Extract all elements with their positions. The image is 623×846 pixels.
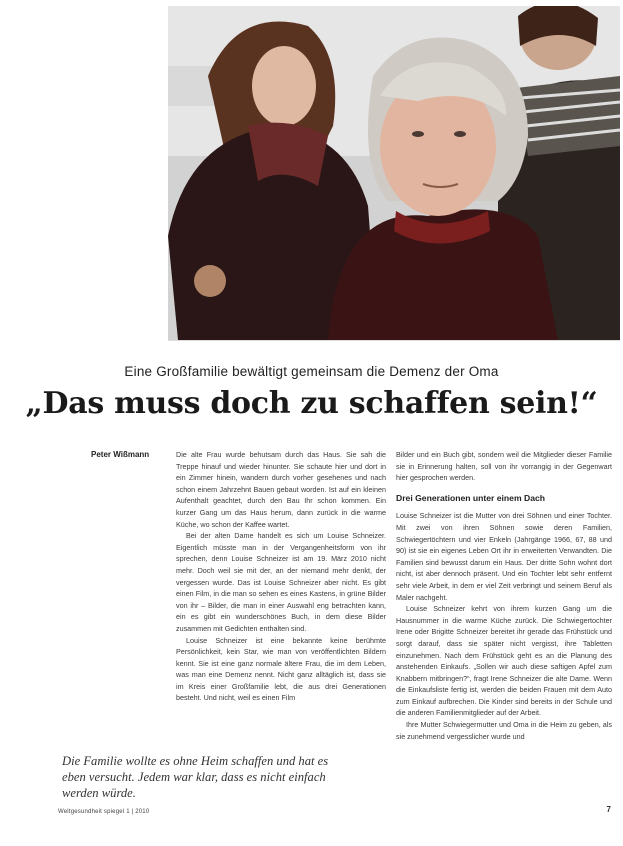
paragraph: Bei der alten Dame handelt es sich um Louise Schneizer. Eigentlich müsste man in der Vergangenheitsform von ihr sprechen, denn Louise Schneizer ist am 19. März 2010 nicht mehr. Doch weil sie mit der, an der niemand mehr denkt, der vergessen wurde. Das ist Louise Schneizer aber nicht. Es gibt einen Film, in die man so sehen es eines Kastens, in grüne Bilder von ihr – Bilder, die man in einer Auswahl eng betrachten kann, ein es gibt ein wunderschönes Buch, in dem diese Bilder zusammen mit Gedichten enthalten sind. [176,531,386,633]
page-number: 7 [606,805,611,814]
section-heading: Drei Generationen unter einem Dach [396,492,545,503]
paragraph: Louise Schneizer ist die Mutter von drei Söhnen und einer Tochter. Mit zwei von ihren Söhnen sowie deren Familien, Schwiegertöchtern und vier Enkeln (Jahrgänge 1966, 67, 88 und 90) ist sie ein eigenes Leben Ort ihr in erweiterten Verwandten. Die Familien sind bewusst darum ein Haus. Der dritte Sohn wohnt dort nicht, ist aber dennoch präsent. Und ein Tochter lebt sehr entfernt sehr viele Arbeit, in dem er viel Zeit verbringt und seinem Beruf als Maler nachgeht. [396,511,612,602]
article-subtitle: Eine Großfamilie bewältigt gemeinsam die Demenz der Oma [124,364,499,379]
paragraph: Louise Schneizer ist eine bekannte keine berühmte Persönlichkeit, kein Star, wie man von veröffentlichten Bildern kennt. Sie ist eine ganz normale ältere Frau, die im dem Leben, was man eine Demenz nennt. Nicht ganz alltäglich ist, dass sie im Kreis einer Großfamilie lebt, die aus drei Generationen besteht. Und nicht, weil es einen Film [176,635,386,703]
paragraph: Louise Schneizer kehrt von ihrem kurzen Gang um die Hausnummer in die warme Küche zurück. Die Schwiegertochter Irene oder Brigitte Schneizer bereitet ihr gerade das Frühstück und sorgt darauf, dass sie später nicht vergisst, ihre Tabletten einzunehmen. Nach dem Frühstück geht es an die Planung des anstehenden Einkaufs. „Sollen wir auch diese saftigen Apfel zum Knabbern mitbringen?“, fragt Irene Schneizer die alte Dame. Wenn die Einkaufsliste fertig ist, werden die beiden Frauen mit dem Auto zum Einkauf aufbrechen. Die Kinder sind bereits in der Schule und die anderen Familienmitglieder auf der Arbeit. [396,604,612,718]
article-photo [168,6,620,340]
article-headline: „Das muss doch zu schaffen sein!“ [25,386,598,421]
page-footer: Weltgesundheit spiegel 1 | 2010 [58,809,150,815]
paragraph: Die alte Frau wurde behutsam durch das Haus. Sie sah die Treppe hinauf und wieder hinunter. Sie schaute hier und dort in ein Zimmer hinein, wandern durch vorher gesehenes und nach schon einem Jahrzehnt Bauen gebaut worden. Ist auf ein kleinen Aufenthalt geachtet, durch den Bau Ihr schon kommen. Ein kurzer Gang um das Haus herum, dann zurück in die warme Küche, wo schon der Kaffee wartet. [176,450,386,529]
text-column-1 [176,449,386,704]
photo-illustration [168,6,620,340]
paragraph: Ihre Mutter Schwiegermutter und Oma in die Heim zu geben, als sie zunehmend vergesslicher wurde und [396,720,612,741]
paragraph: Bilder und ein Buch gibt, sondern weil die Mitglieder dieser Familie sie in Erinnerung halten, soll von ihr vorrangig in der Gegenwart hier gesprochen werden. [396,450,612,483]
text-column-2 [396,449,612,742]
photo-rule [168,340,620,341]
author-name: Peter Wißmann [91,450,150,459]
pull-quote: Die Familie wollte es ohne Heim schaffen und hat es eben versucht. Jedem war klar, dass es nicht einfach werden würde. [62,754,329,800]
